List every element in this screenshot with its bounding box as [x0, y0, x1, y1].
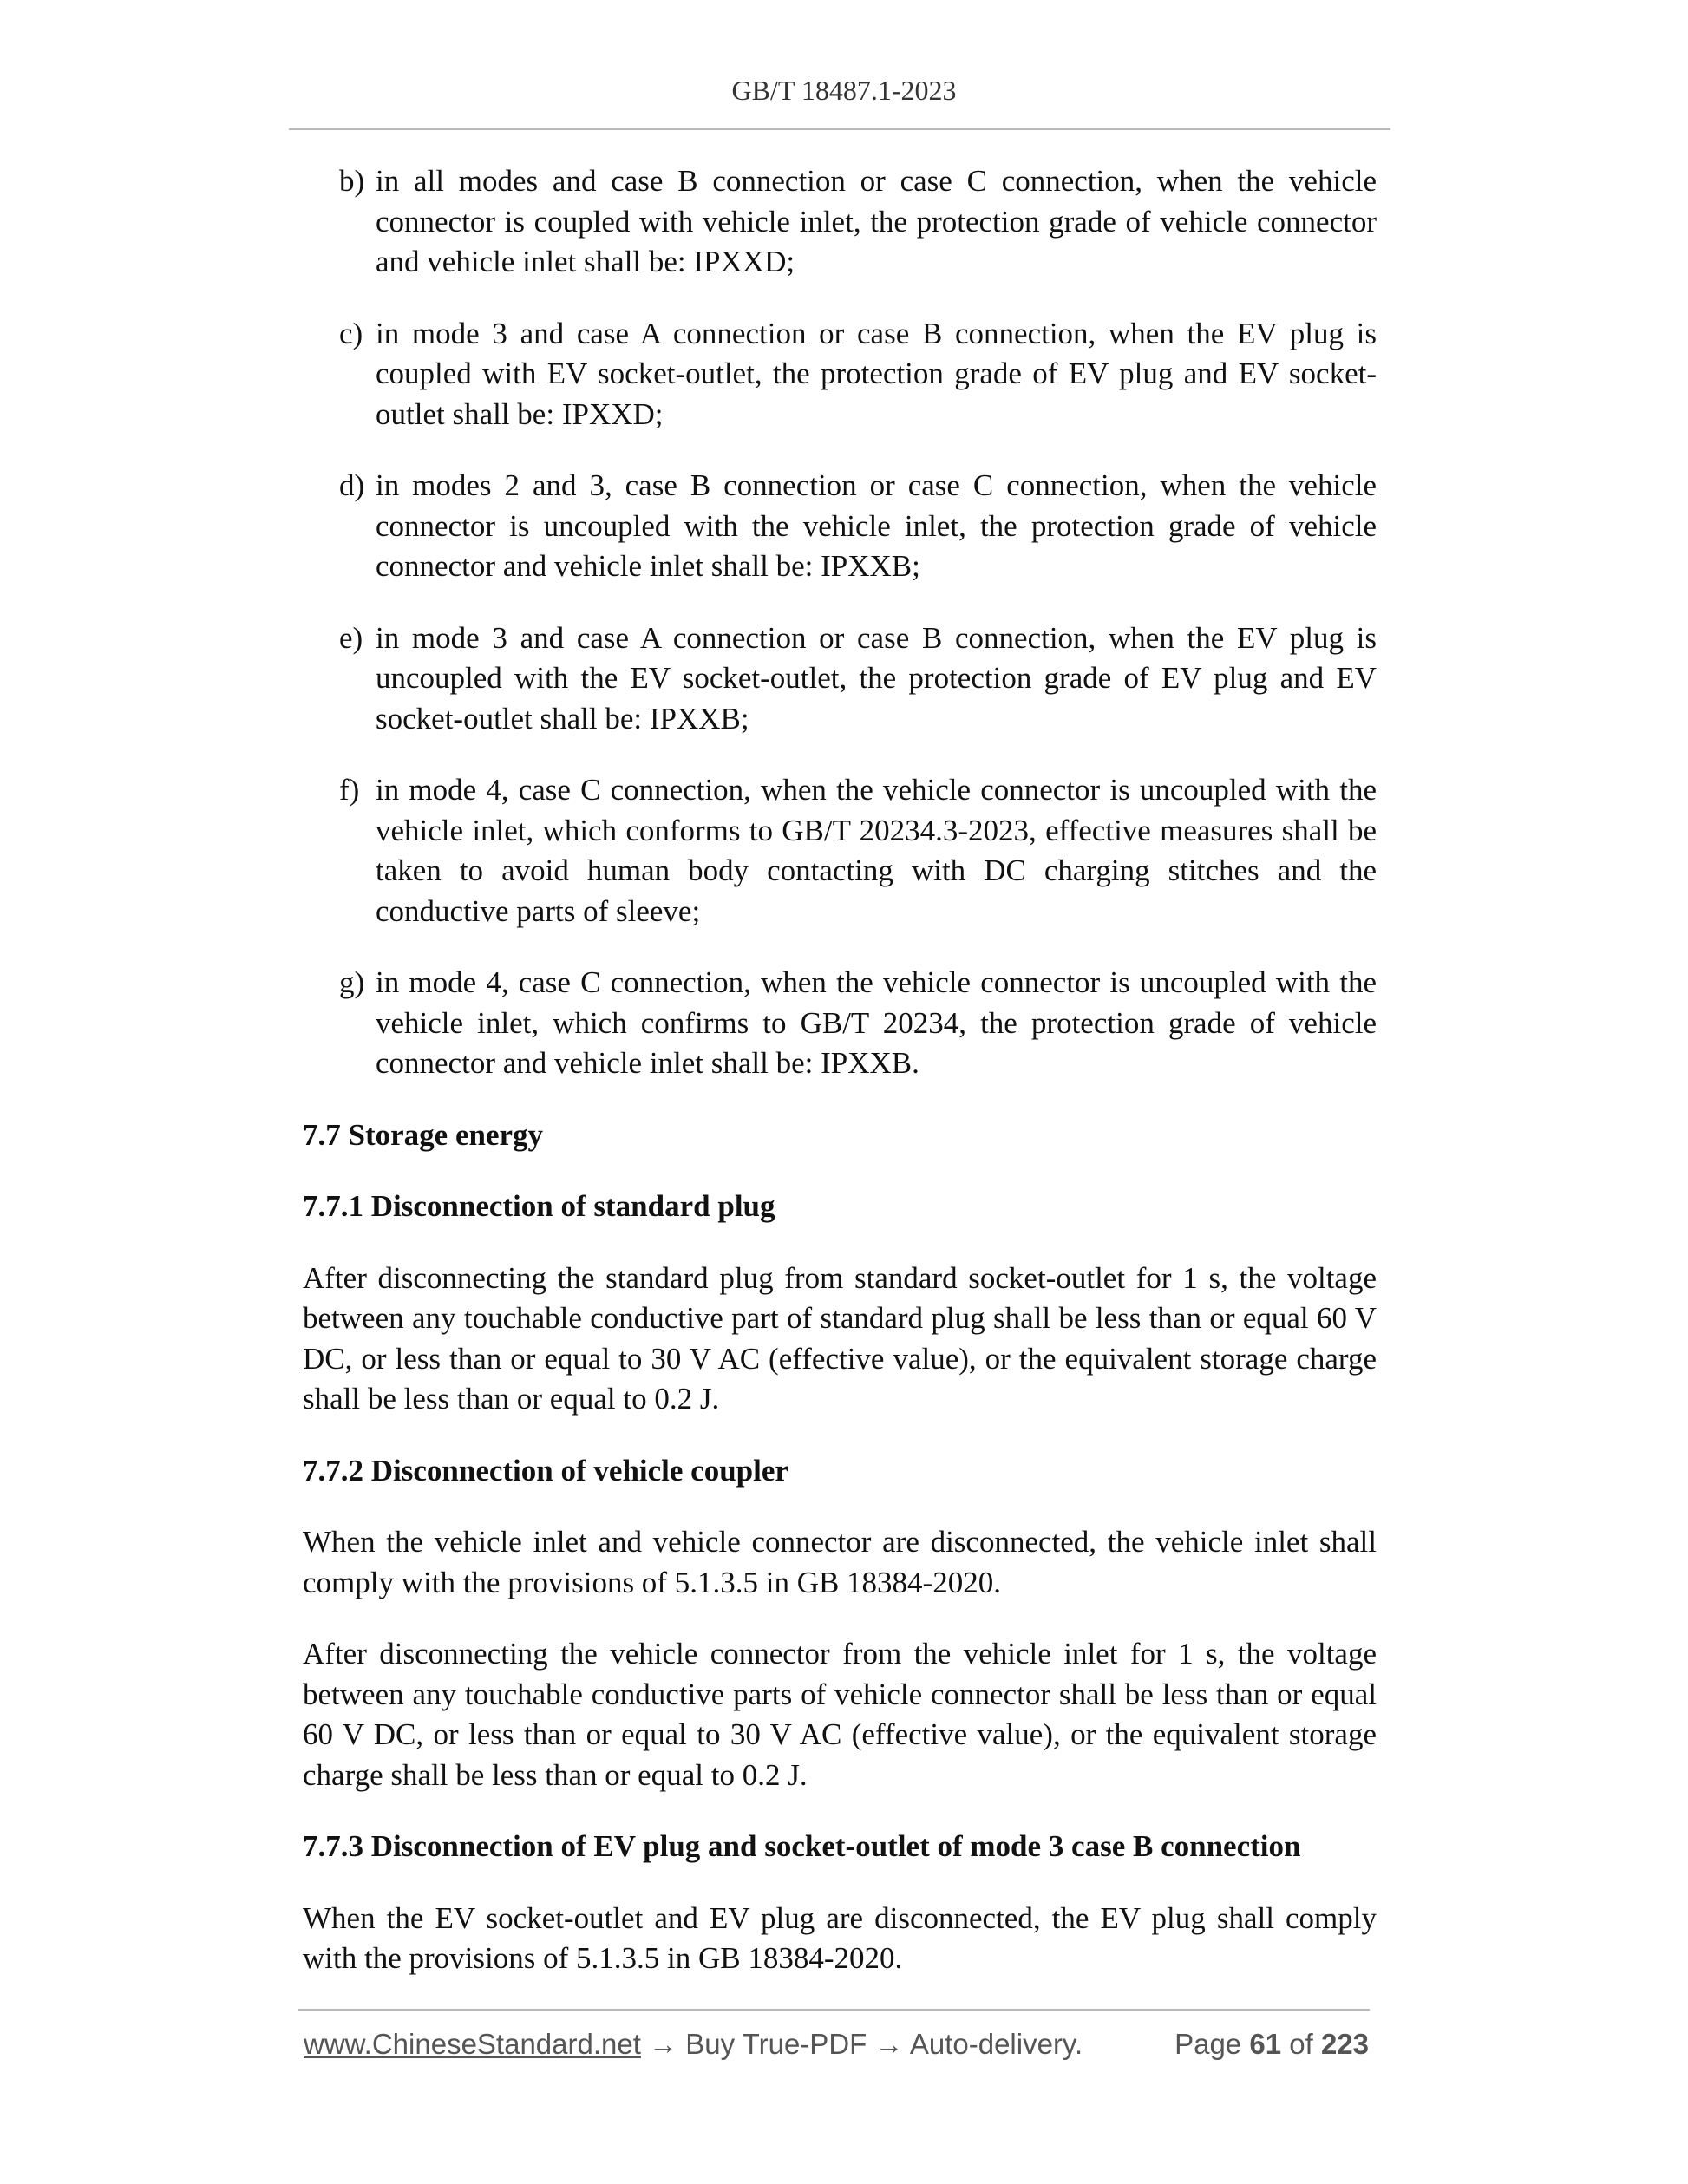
list-marker: g): [339, 965, 365, 999]
footer-promo: [304, 2028, 1083, 2061]
list-item-text: in mode 3 and case A connection or case B connection, when the EV plug is coupled with EV socket-outlet, the protection grade of EV plug and EV socket-outlet shall be: IPXXD;: [376, 316, 1377, 431]
list-item-text: in modes 2 and 3, case B connection or case C connection, when the vehicle connector is uncoupled with the vehicle inlet, the protection grade of vehicle connector and vehicle inlet shall be: IPXXB;: [376, 468, 1377, 583]
document-body: [303, 161, 1377, 2011]
list-marker: e): [339, 620, 363, 655]
arrow-right-icon: →: [649, 2028, 678, 2060]
arrow-right-icon: →: [874, 2028, 904, 2060]
delivery-text: Auto-delivery.: [909, 2028, 1083, 2060]
page-header-title: GB/T 18487.1-2023: [731, 75, 957, 106]
section-heading-7-7-3: 7.7.3 Disconnection of EV plug and socket-outlet of mode 3 case B connection: [303, 1829, 1301, 1863]
list-item-c: [303, 314, 1377, 435]
section-heading-7-7-1: 7.7.1 Disconnection of standard plug: [303, 1189, 775, 1223]
page-number: 61: [1249, 2028, 1282, 2060]
list-item-f: [303, 770, 1377, 932]
list-item-d: [303, 466, 1377, 587]
page-label: Page: [1174, 2028, 1242, 2060]
list-item-text: in all modes and case B connection or case C connection, when the vehicle connector is coupled with vehicle inlet, the protection grade of vehicle connector and vehicle inlet shall be: IPXXD;: [376, 164, 1377, 278]
list-item-text: in mode 4, case C connection, when the vehicle connector is uncoupled with the vehicle inlet, which conforms to GB/T 20234.3-2023, effective measures shall be taken to avoid human body contacting with DC charging stitches and the conductive parts of sleeve;: [376, 773, 1377, 928]
list-item-g: [303, 963, 1377, 1084]
list-marker: d): [339, 468, 365, 502]
list-marker: c): [339, 316, 363, 350]
header-divider: [289, 128, 1390, 130]
list-item-b: [303, 161, 1377, 283]
total-pages: 223: [1320, 2028, 1369, 2060]
of-label: of: [1289, 2028, 1313, 2060]
paragraph: After disconnecting the vehicle connector from the vehicle inlet for 1 s, the voltage between any touchable conductive parts of vehicle connector shall be less than or equal 60 V DC, or less than or equal to 30 V AC (effective value), or the equivalent storage charge shall be less than or equal to 0.2 J.: [303, 1637, 1377, 1792]
website-link[interactable]: www.ChineseStandard.net: [304, 2028, 641, 2060]
paragraph: When the vehicle inlet and vehicle connector are disconnected, the vehicle inlet shall comply with the provisions of 5.1.3.5 in GB 18384-2020.: [303, 1525, 1377, 1599]
paragraph: After disconnecting the standard plug from standard socket-outlet for 1 s, the voltage between any touchable conductive part of standard plug shall be less than or equal 60 V DC, or less than or equal to 30 V AC (effective value), or the equivalent storage charge shall be less than or equal to 0.2 J.: [303, 1260, 1377, 1416]
page-indicator: [1174, 2028, 1369, 2061]
list-marker: f): [339, 773, 360, 807]
section-heading-7-7-2: 7.7.2 Disconnection of vehicle coupler: [303, 1453, 788, 1488]
buy-text: Buy True-PDF: [685, 2028, 867, 2060]
list-item-e: [303, 618, 1377, 740]
section-heading-7-7: 7.7 Storage energy: [303, 1117, 544, 1152]
list-item-text: in mode 3 and case A connection or case B connection, when the EV plug is uncoupled with the EV socket-outlet, the protection grade of EV plug and EV socket-outlet shall be: IPXXB;: [376, 620, 1377, 736]
list-item-text: in mode 4, case C connection, when the vehicle connector is uncoupled with the vehicle inlet, which confirms to GB/T 20234, the protection grade of vehicle connector and vehicle inlet shall be: IPXXB.: [376, 965, 1377, 1080]
list-marker: b): [339, 164, 365, 198]
paragraph: When the EV socket-outlet and EV plug are disconnected, the EV plug shall comply with the provisions of 5.1.3.5 in GB 18384-2020.: [303, 1900, 1377, 1975]
footer-divider: [298, 2009, 1370, 2011]
